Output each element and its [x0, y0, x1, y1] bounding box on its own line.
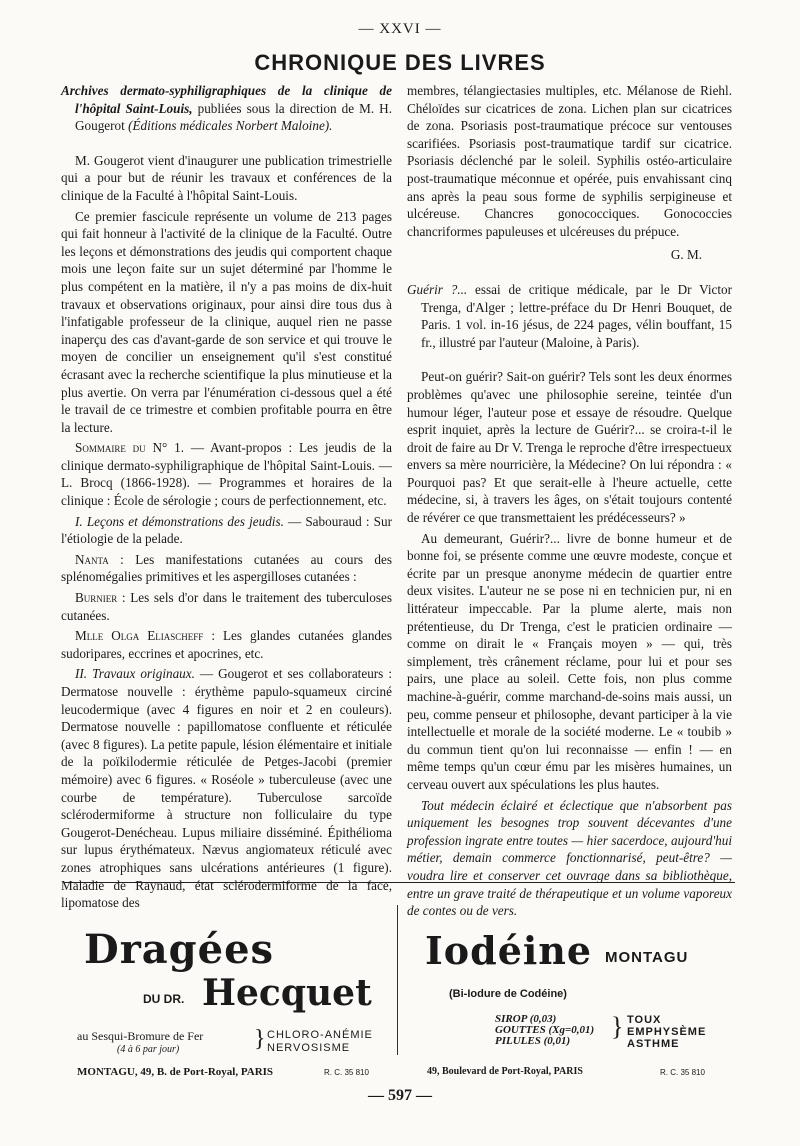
advertisement-dragees	[62, 904, 392, 1078]
book-editor: (Éditions médicales Norbert Maloine).	[128, 118, 333, 134]
ad-brand-name: Hecquet	[202, 972, 372, 1014]
right-column	[407, 82, 732, 923]
book-title: Guérir ?...	[407, 281, 468, 297]
review-paragraph: Tout médecin éclairé et éclectique que n'absorbent pas uniquement les besognes trop souvent décevantes d'une profession ingrate entre toutes — hier sacerdoce, aujourd'hui métier, demain commerce fonctionnarisé, peut-être? — voudra lire et conserver cet ouvrage dans sa bibliothèque, entre un grave traité de thérapeutique et un volume vaporeux de contes ou de vers.	[407, 797, 732, 919]
entry-text: : Les glandes cutanées glandes sudoripares, eccrines et apocrines, etc.	[61, 628, 392, 661]
entry-text: : Les sels d'or dans le traitement des tuberculoses cutanées.	[61, 590, 392, 623]
ad-form: PILULES (0,01)	[495, 1035, 571, 1047]
ad-indications	[627, 1014, 706, 1050]
book-review-heading	[407, 281, 732, 351]
summary-label: Sommaire du N° 1.	[75, 440, 185, 456]
ad-form: GOUTTES (Xg=0,01)	[495, 1024, 595, 1036]
summary-entry	[61, 627, 392, 662]
ad-indication: CHLORO-ANÉMIE	[267, 1029, 373, 1041]
ad-code: R. C. 35 810	[660, 1068, 705, 1077]
review-paragraph: Peut-on guérir? Sait-on guérir? Tels sont les deux énormes problèmes qu'avec une philosophie sereine, teintée d'un humour léger, l'auteur pose et essaye de résoudre. Quelque esprit inquiet, après la lecture de Guérir?... se croira-t-il le droit de faire au Dr V. Trenga le reproche d'être irrespectueux envers sa mère nourricière, la Médecine? On lui répondra : « Pourquoi pas? Et que serait-elle à l'heure actuelle, cette médecine, si, à travers les âges, on s'était toujours contenté de révérer ce que transmettaient les prédécesseurs? »	[407, 369, 732, 526]
summary-section	[61, 665, 392, 911]
author-name: Nanta	[75, 551, 109, 567]
ad-address: 49, Boulevard de Port-Royal, PARIS	[427, 1066, 583, 1077]
page-number: — 597 —	[368, 1087, 432, 1104]
summary-entry	[61, 551, 392, 586]
brace-glyph: }	[254, 1026, 266, 1052]
ad-divider	[397, 905, 398, 1055]
ad-subtitle: (Bi-Iodure de Codéine)	[449, 988, 567, 1000]
ad-forms	[495, 1014, 594, 1047]
ad-brand-name: MONTAGU	[605, 949, 689, 966]
ad-address: MONTAGU, 49, B. de Port-Royal, PARIS	[77, 1066, 274, 1078]
horizontal-rule	[64, 882, 735, 883]
review-signature: G. M.	[670, 247, 702, 263]
section-text: — Sabouraud : Sur l'étiologie de la pelade.	[61, 513, 392, 547]
ad-indication: NERVOSISME	[267, 1042, 351, 1054]
ad-indication: ASTHME	[627, 1038, 680, 1050]
section-label: I. Leçons et démonstrations des jeudis.	[75, 513, 284, 529]
section-text: — Gougerot et ses collaborateurs : Dermatose nouvelle : érythème papulo-squameux circiné leucodermique (avec 4 figures en noir et 2 en couleurs). Dermatose nouvelle : papillomatose confluente et réticulée (avec 8 figures). La petite papule, lésion élémentaire et initiale de la poïkilodermie réticulée de Petges-Jacobi (premier mémoire) avec 6 figures. « Roséole » tuberculeuse (avec une courbe de température). Tuberculose sarcoïde sclérodermiforme à structure non folliculaire du type Gougerot-Denécheau. Lupus miliaire disséminé. Épithélioma sur lupus érythémateux. Nævus angiomateux réticulé avec zones atrophiques sans ulcérations antérieures (1 figure). Maladie de Raynaud, état sclérodermiforme de la face, lipomatose des	[61, 666, 392, 911]
author-name: Burnier	[75, 590, 118, 606]
entry-text: : Les manifestations cutanées au cours des splénomégalies primitives et les aspergilloses cutanées :	[61, 551, 392, 585]
ad-dosage: (4 à 6 par jour)	[117, 1044, 180, 1055]
summary-paragraph	[61, 439, 392, 509]
page-number-roman: — XXVI —	[358, 21, 442, 37]
review-paragraph: Au demeurant, Guérir?... livre de bonne humeur et de bonne foi, se présente comme une œuvre modeste, conçue et écrite par un presque anonyme médecin de quartier entre deux visites. L'auteur ne se pose ni en technicien pur, ni en littérateur impeccable. Par la plume alerte, mais non prétentieuse, du Dr Trenga, c'est le praticien ordinaire — comme on dirait le « Français moyen » — qui, très simplement, très crânement réclame, pour lui et pour ses pairs, une place au soleil. Cette fois, non plus comme machine-à-guérir, comme marchand-de-soins mais aussi, un peu, comme penseur et philosophe, devant participer à la vie intellectuelle et morale de la société moderne. Le « toubib » du commun tient qu'on lui reconnaisse — enfin ! — en même temps qu'un cœur ému par les misères humaines, un cerveau ouvert aux spéculations les plus hautes.	[407, 530, 732, 792]
ad-product-name: Dragées	[84, 926, 275, 973]
ad-code: R. C. 35 810	[324, 1068, 369, 1077]
ad-composition: au Sesqui-Bromure de Fer	[77, 1029, 204, 1043]
ad-indication: EMPHYSÈME	[627, 1026, 707, 1038]
ad-indications	[267, 1029, 373, 1055]
page-title: CHRONIQUE DES LIVRES	[254, 50, 546, 75]
advertisement-iodeine	[415, 904, 735, 1077]
summary-entry	[61, 589, 392, 624]
summary-text: — Avant-propos : Les jeudis de la clinique dermato-syphiligraphique de l'hôpital Saint-Louis. — L. Brocq (1866-1928). — Programmes et horaires de la clinique : École de sérologie ; cours de perfectionnement, etc.	[61, 440, 392, 509]
left-column	[61, 82, 392, 915]
author-name: Mlle Olga Eliascheff	[75, 628, 204, 644]
brace-glyph: }	[611, 1012, 624, 1041]
ad-indication: TOUX	[627, 1014, 662, 1026]
book-review-heading	[61, 82, 392, 135]
ad-form: SIROP (0,03)	[495, 1013, 557, 1025]
book-title: Archives dermato-syphiligraphiques de la clinique de l'hôpital Saint-Louis,	[61, 83, 392, 116]
book-info: essai de critique médicale, par le Dr Victor Trenga, d'Alger ; lettre-préface du Dr Henri Bouquet, de Paris. 1 vol. in-16 jésus, de 224 pages, vélin bouffant, 15 fr., illustré par l'auteur (Maloine, à Paris).	[421, 281, 732, 350]
ad-prefix: DU DR.	[143, 992, 185, 1006]
summary-section	[61, 513, 392, 548]
review-continuation: membres, télangiectasies multiples, etc. Mélanose de Riehl. Chéloïdes sur cicatrices de zona. Lichen plan sur cicatrices de zona. Psoriasis post-traumatique précoce sur ventouses scarifiées. Psoriasis post-traumatique tardif sur cicatrice. Psoriasis déclenché par le soleil. Syphilis ostéo-articulaire post-traumatique méconnue et opérée, puis envahissant cinq ans après la peau sous forme de syphilis serpigineuse et ulcéreuse. Chancres gonococciques. Gonococcies chancriformes papuleuses et ulcéreuses du prépuce.	[407, 83, 732, 239]
section-label: II. Travaux originaux.	[75, 666, 195, 682]
book-publisher: publiées sous la direction de M. H. Gougerot	[75, 100, 393, 134]
ad-product-name: Iodéine	[425, 928, 593, 973]
review-paragraph: M. Gougerot vient d'inaugurer une publication trimestrielle qui a pour but de réunir les travaux et conférences de la clinique de la Faculté à l'hôpital Saint-Louis.	[61, 152, 392, 203]
review-paragraph: Ce premier fascicule représente un volume de 213 pages qui fait honneur à l'activité de la clinique de la Faculté. Outre les leçons et démonstrations des jeudis qui comportent chaque mois une leçon faite sur un sujet déterminé par l'homme le plus compétent en la matière, il n'y a pas moins de dix-huit travaux et observations originaux, pour ainsi dire tous dus à l'infatigable professeur de la clinique, auquel rien ne passe inaperçu des cas d'avant-garde de son service et qui trouve le moyen de concilier un enseignement qu'il s'est constitué écrasant avec la recherche scientifique la plus minutieuse et la plus avertie. On verra par l'énumération ci-dessous quel a été le travail de ce trimestre et combien profitable pourra en être la lecture.	[61, 208, 392, 435]
